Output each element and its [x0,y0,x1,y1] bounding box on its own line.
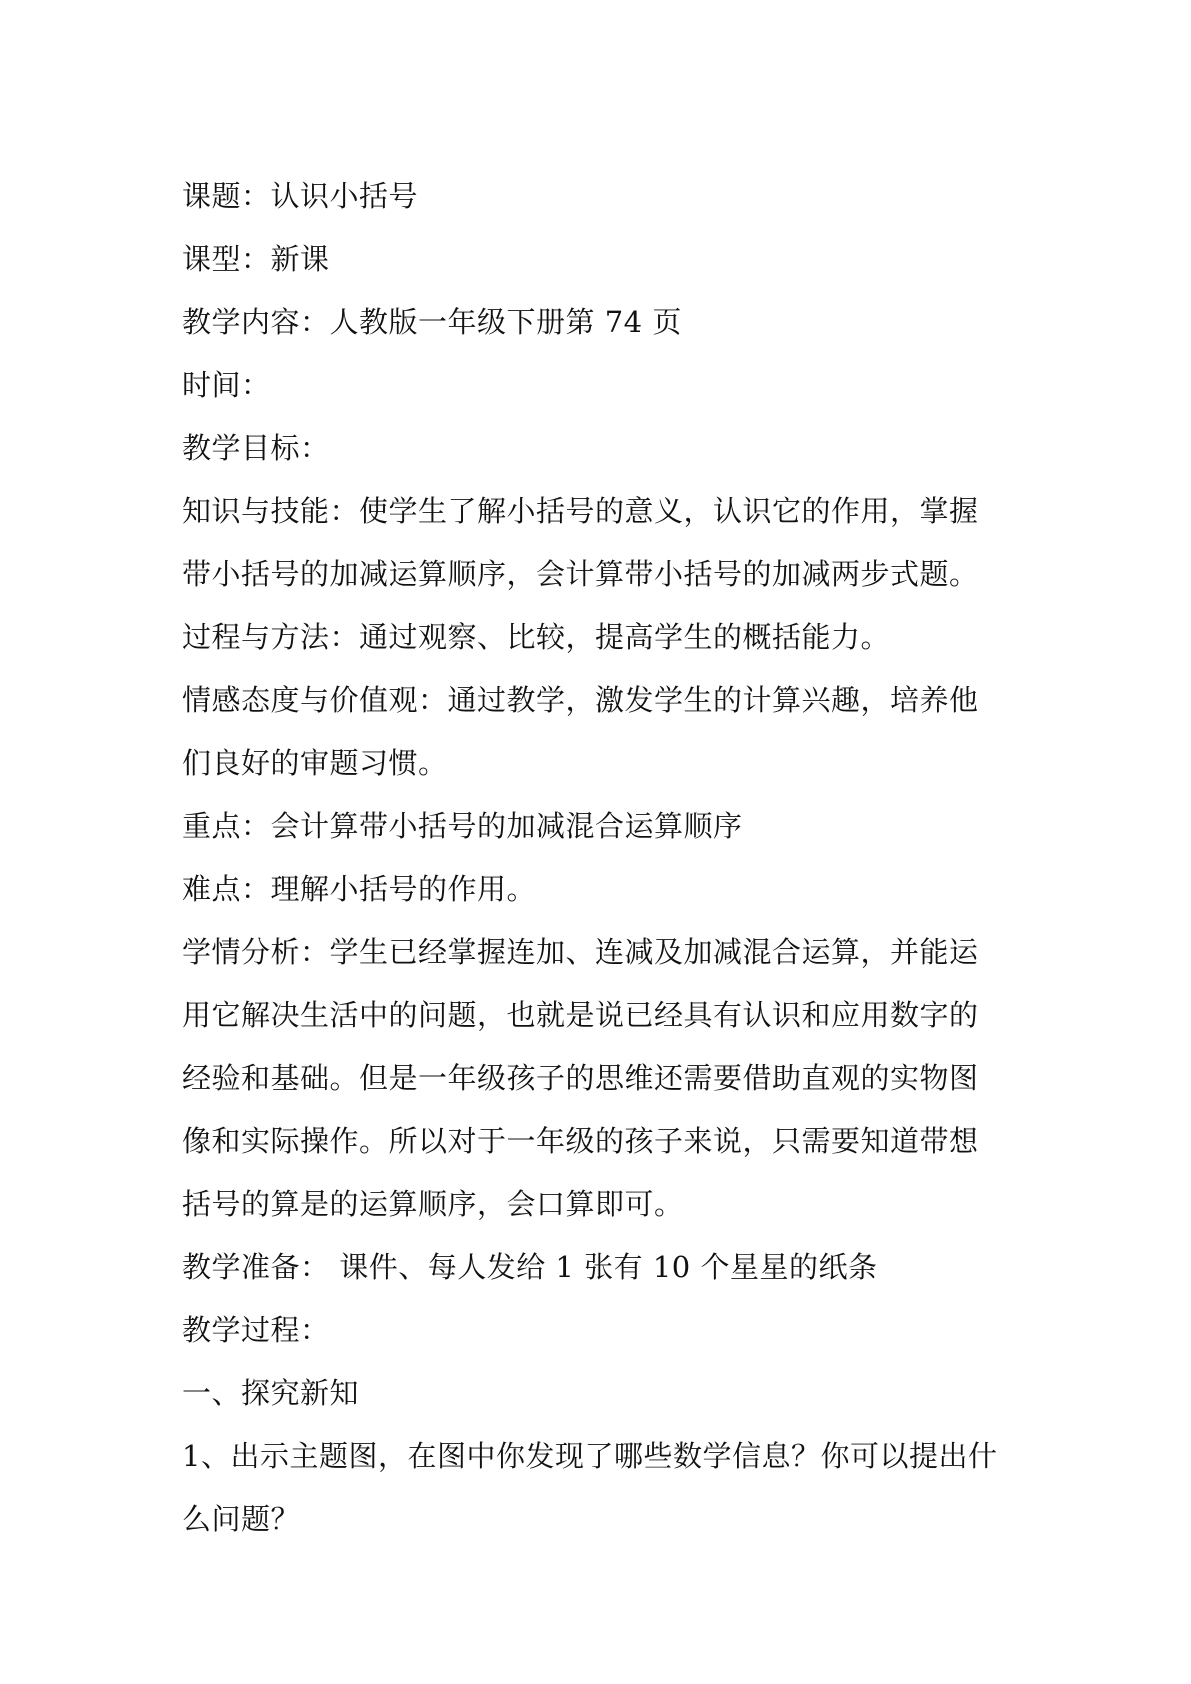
learner-analysis-line-5: 括号的算是的运算顺序，会口算即可。 [182,1187,684,1221]
emotion-values-line-1: 情感态度与价值观：通过教学，激发学生的计算兴趣，培养他 [182,683,979,717]
difficulty-line: 难点：理解小括号的作用。 [182,872,537,906]
time-line: 时间： [182,368,271,402]
document-body [182,165,1022,1551]
lesson-title-line: 课题：认识小括号 [182,179,419,213]
teaching-content-line: 教学内容：人教版一年级下册第 74 页 [182,305,682,339]
learner-analysis-line-1: 学情分析：学生已经掌握连加、连减及加减混合运算，并能运 [182,935,979,969]
knowledge-skills-line-2: 带小括号的加减运算顺序，会计算带小括号的加减两步式题。 [182,557,979,591]
learner-analysis-line-4: 像和实际操作。所以对于一年级的孩子来说，只需要知道带想 [182,1124,979,1158]
knowledge-skills-line-1: 知识与技能：使学生了解小括号的意义，认识它的作用，掌握 [182,494,979,528]
teaching-goals-heading: 教学目标： [182,431,330,465]
step-1-line-1: 1、出示主题图，在图中你发现了哪些数学信息？你可以提出什 [182,1439,998,1473]
step-1-line-2: 么问题？ [182,1502,301,1536]
learner-analysis-line-3: 经验和基础。但是一年级孩子的思维还需要借助直观的实物图 [182,1061,979,1095]
teaching-process-heading: 教学过程： [182,1313,330,1347]
teaching-preparation-line: 教学准备： 课件、每人发给 1 张有 10 个星星的纸条 [182,1250,878,1284]
lesson-type-line: 课型：新课 [182,242,330,276]
process-method-line: 过程与方法：通过观察、比较，提高学生的概括能力。 [182,620,891,654]
section-explore-heading: 一、探究新知 [182,1376,360,1410]
key-point-line: 重点：会计算带小括号的加减混合运算顺序 [182,809,743,843]
learner-analysis-line-2: 用它解决生活中的问题，也就是说已经具有认识和应用数字的 [182,998,979,1032]
emotion-values-line-2: 们良好的审题习惯。 [182,746,448,780]
